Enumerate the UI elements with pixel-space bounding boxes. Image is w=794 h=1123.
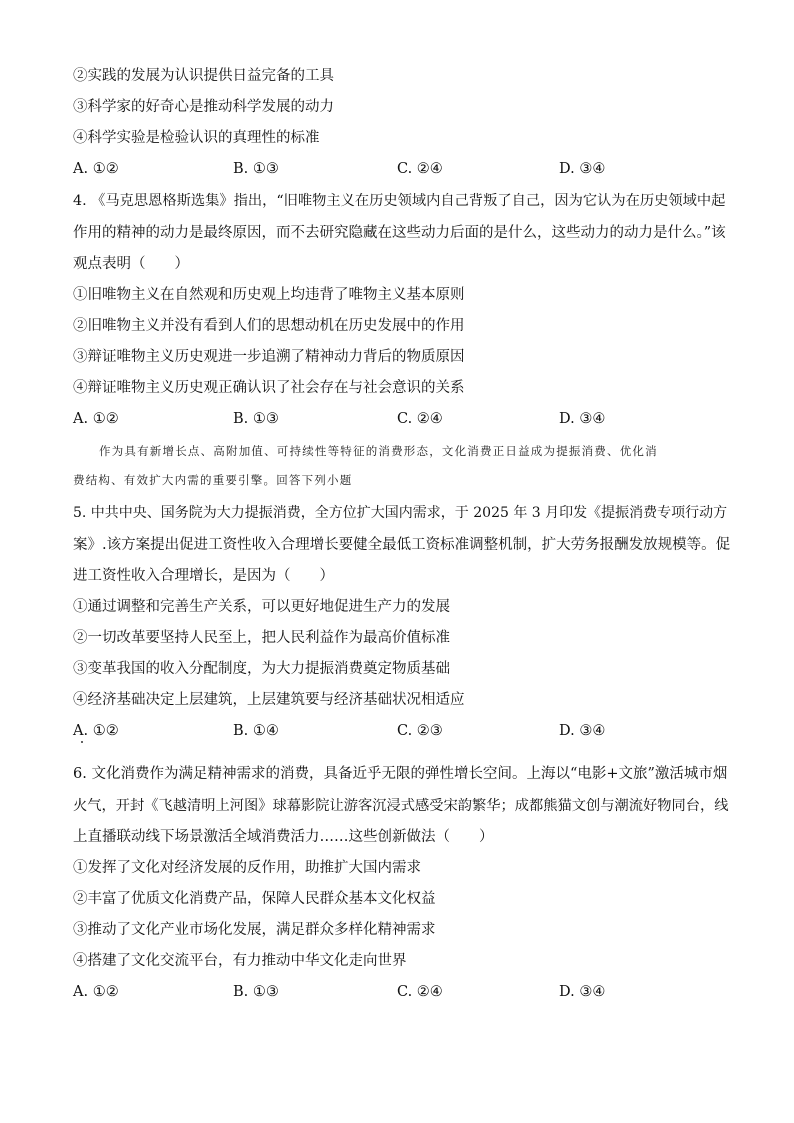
q4-statement-1: ①旧唯物主义在自然观和历史观上均违背了唯物主义基本原则 [73,287,465,303]
q4-option-a: A. ①② [73,411,119,427]
q3-option-d: D. ③④ [559,161,606,177]
q5-stem-line-2: 案》.该方案提出促进工资性收入合理增长要健全最低工资标准调整机制，扩大劳务报酬发放规模等。促 [73,537,731,553]
q4-option-d: D. ③④ [559,411,606,427]
q4-option-c: C. ②④ [397,411,443,427]
q5-stem-line-1: 5. 中共中央、国务院为大力提振消费，全方位扩大国内需求，于 2025 年 3 月印发《提振消费专项行动方 [73,505,728,521]
q6-statement-4: ④搭建了文化交流平台，有力推动中华文化走向世界 [73,953,407,969]
material-line-1: 作为具有新增长点、高附加值、可持续性等特征的消费形态，文化消费正日益成为提振消费、优化消 [99,444,658,458]
q3-option-a: A. ①② [73,161,119,177]
q5-statement-3: ③变革我国的收入分配制度，为大力提振消费奠定物质基础 [73,661,450,677]
q5-statement-2: ②一切改革要坚持人民至上，把人民利益作为最高价值标准 [73,630,450,646]
q3-statement-2: ②实践的发展为认识提供日益完备的工具 [73,68,334,84]
q4-statement-4: ④辩证唯物主义历史观正确认识了社会存在与社会意识的关系 [73,380,465,396]
q5-option-c: C. ②③ [397,723,443,739]
material-line-2: 费结构、有效扩大内需的重要引擎。回答下列小题 [73,473,353,487]
q6-option-d: D. ③④ [559,984,606,1000]
q5-statement-4: ④经济基础决定上层建筑，上层建筑要与经济基础状况相适应 [73,692,465,708]
q5-option-d: D. ③④ [559,723,606,739]
q5-stem-line-3: 进工资性收入合理增长，是因为（ ） [73,568,334,584]
q4-statement-3: ③辩证唯物主义历史观进一步追溯了精神动力背后的物质原因 [73,349,465,365]
q6-option-c: C. ②④ [397,984,443,1000]
q6-stem-line-2: 火气，开封《飞越清明上河图》球幕影院让游客沉浸式感受宋韵繁华；成都熊猫文创与潮流好物同台，线 [73,798,729,814]
q4-statement-2: ②旧唯物主义并没有看到人们的思想动机在历史发展中的作用 [73,318,465,334]
q4-stem-line-2: 作用的精神的动力是最终原因，而不去研究隐藏在这些动力后面的是什么，这些动力的动力是什么。”该 [73,225,726,241]
q6-stem-line-1: 6. 文化消费作为满足精神需求的消费，具备近乎无限的弹性增长空间。上海以“电影+文旅”激活城市烟 [73,766,728,782]
q3-options [73,159,733,179]
q3-statement-4: ④科学实验是检验认识的真理性的标准 [73,130,320,146]
q3-option-c: C. ②④ [397,161,443,177]
q6-stem-line-3: 上直播联动线下场景激活全域消费活力……这些创新做法（ ） [73,829,494,845]
q6-options [73,982,733,1002]
q6-statement-2: ②丰富了优质文化消费产品，保障人民群众基本文化权益 [73,891,436,907]
q5-options [73,721,733,741]
q6-statement-1: ①发挥了文化对经济发展的反作用，助推扩大国内需求 [73,860,421,876]
q6-option-a: A. ①② [73,984,119,1000]
q3-option-b: B. ①③ [233,161,279,177]
q6-option-b: B. ①③ [233,984,279,1000]
q4-options [73,409,733,429]
q4-option-b: B. ①③ [233,411,279,427]
q5-statement-1: ①通过调整和完善生产关系，可以更好地促进生产力的发展 [73,599,450,615]
q4-stem-line-3: 观点表明（ ） [73,256,189,272]
q6-statement-3: ③推动了文化产业市场化发展，满足群众多样化精神需求 [73,922,436,938]
q5-option-b: B. ①④ [233,723,279,739]
q4-stem-line-1: 4. 《马克思恩格斯选集》指出，“旧唯物主义在历史领域内自己背叛了自己，因为它认为在历史领域中起 [73,193,726,209]
q5-option-a: A. ①② [73,723,119,739]
q3-statement-3: ③科学家的好奇心是推动科学发展的动力 [73,99,334,115]
stray-dot [81,741,83,743]
